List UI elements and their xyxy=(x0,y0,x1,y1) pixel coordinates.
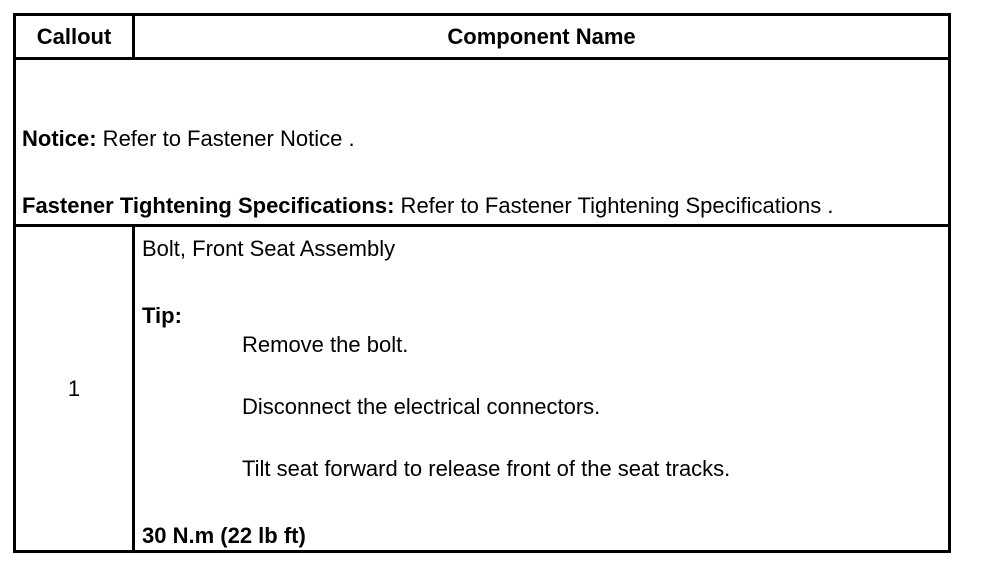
fastener-spec-colon: : xyxy=(387,193,395,218)
tip-step-3: Tilt seat forward to release front of the seat tracks. xyxy=(242,456,731,481)
header-callout: Callout xyxy=(16,16,135,57)
table-row xyxy=(16,227,948,550)
notice-text: Refer to Fastener Notice . xyxy=(96,126,355,151)
notice-line xyxy=(22,126,355,152)
tip-step-2: Disconnect the electrical connectors. xyxy=(242,394,601,419)
header-component-name: Component Name xyxy=(447,23,636,49)
tip-step-1: Remove the bolt. xyxy=(242,332,409,357)
tip-label: Tip: xyxy=(142,303,182,328)
notes-section xyxy=(16,60,948,227)
row-callout-number: 1 xyxy=(16,227,135,550)
torque-spec: 30 N.m (22 lb ft) xyxy=(142,523,306,548)
component-table xyxy=(13,13,951,553)
fastener-spec-text: Refer to Fastener Tightening Specifications . xyxy=(394,193,834,218)
table-header-row xyxy=(16,16,948,60)
notice-label: Notice: xyxy=(22,126,97,151)
component-name: Bolt, Front Seat Assembly xyxy=(142,236,396,261)
row-component-cell xyxy=(135,227,948,550)
fastener-spec-label: Fastener Tightening Specifications xyxy=(22,193,388,218)
fastener-spec-line xyxy=(22,193,833,219)
